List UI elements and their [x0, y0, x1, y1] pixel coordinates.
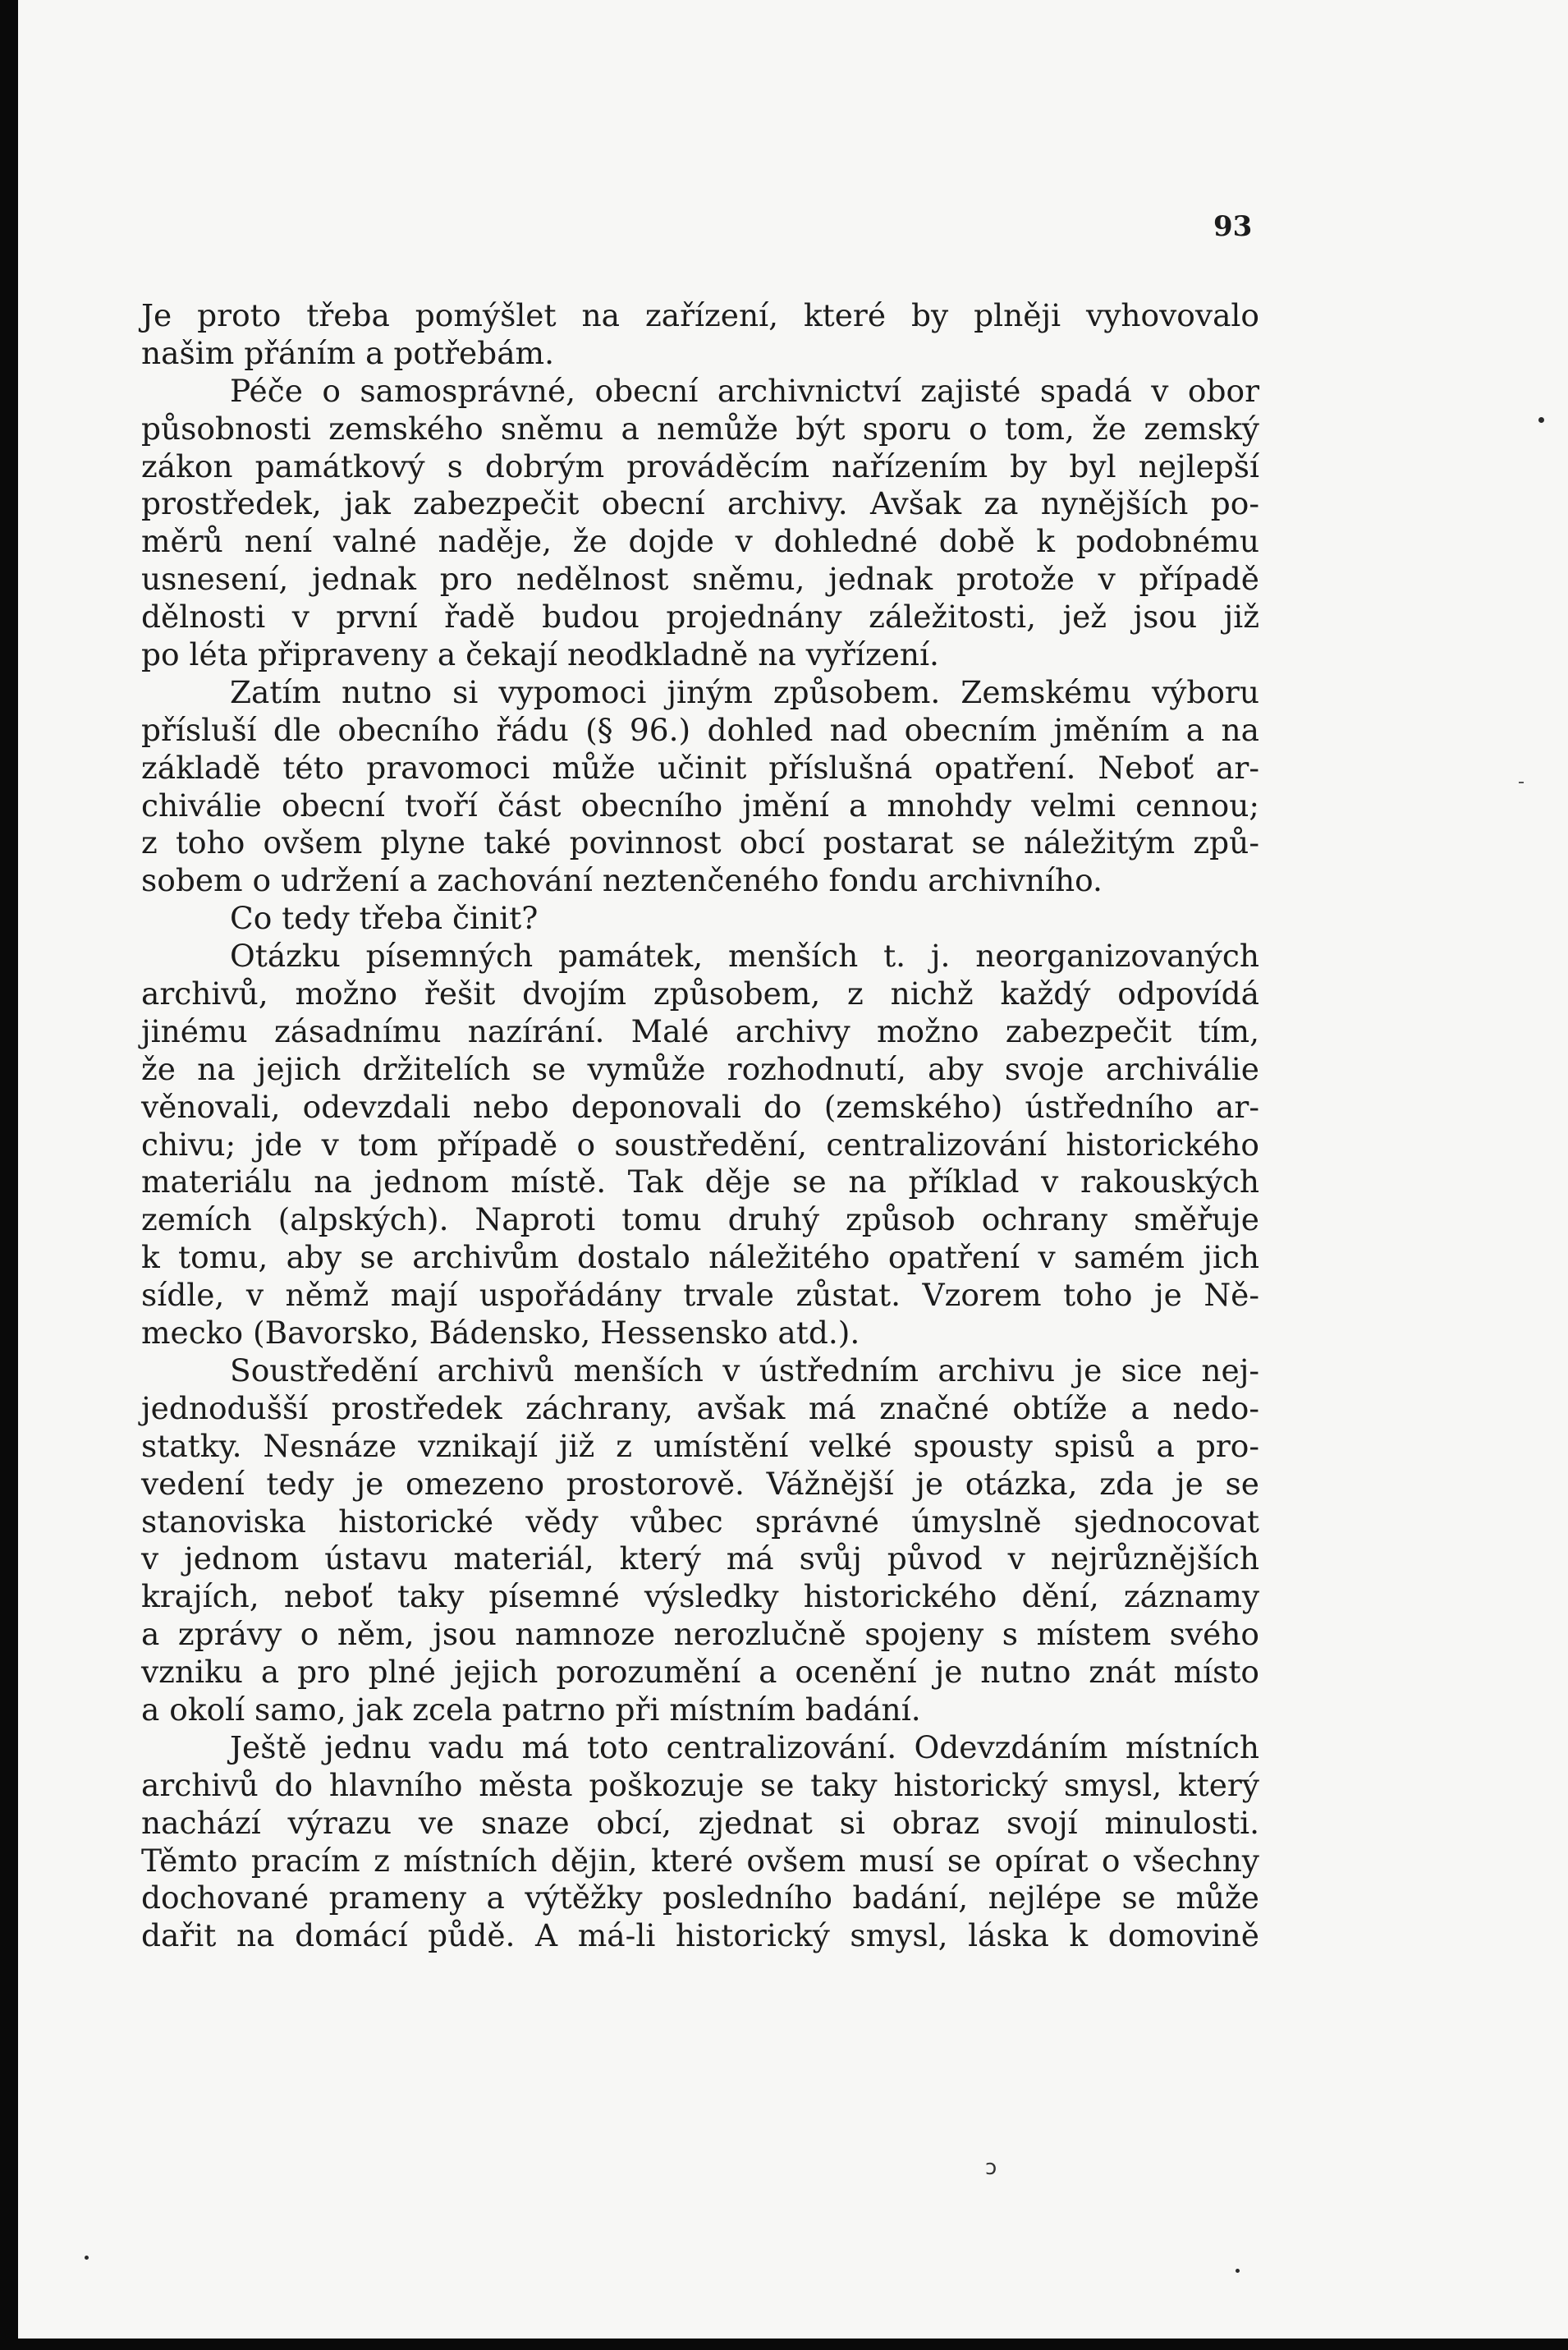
text-line: krajích, neboť taky písemné výsledky historického dění, záznamy — [141, 1578, 1259, 1615]
text-line: Je proto třeba pomýšlet na zařízení, které by plněji vyhovovalo — [141, 297, 1259, 333]
text-line: dařit na domácí půdě. A má-li historický smysl, láska k domovině — [141, 1917, 1259, 1954]
text-line: archivů do hlavního města poškozuje se taky historický smysl, který — [141, 1766, 1259, 1803]
text-line: přísluší dle obecního řádu (§ 96.) dohled nad obecním jměním a na — [141, 711, 1259, 748]
text-line: chiválie obecní tvoří část obecního jmění a mnohdy velmi cennou; — [141, 787, 1259, 824]
text-line: archivů, možno řešit dvojím způsobem, z nichž každý odpovídá — [141, 975, 1259, 1012]
scan-speck — [1519, 782, 1524, 783]
page-number: 93 — [1213, 210, 1253, 243]
text-line: dochované prameny a výtěžky posledního badání, nejlépe se může — [141, 1880, 1259, 1916]
text-line: jednodušší prostředek záchrany, avšak má značné obtíže a nedo- — [141, 1389, 1259, 1426]
text-line: Ještě jednu vadu má toto centralizování. Odevzdáním místních — [230, 1728, 1259, 1765]
text-line: jinému zásadnímu nazírání. Malé archivy možno zabezpečit tím, — [141, 1012, 1259, 1049]
text-line: materiálu na jednom místě. Tak děje se na příklad v rakouských — [141, 1164, 1259, 1200]
scan-speck — [85, 2256, 89, 2260]
text-line: zákon památkový s dobrým prováděcím nařízením by byl nejlepší — [141, 448, 1259, 484]
text-line: věnovali, odevzdali nebo deponovali do (zemského) ústředního ar- — [141, 1088, 1259, 1125]
text-line: Zatím nutno si vypomoci jiným způsobem. Zemskému výboru — [230, 673, 1259, 710]
scan-left-edge — [0, 0, 18, 2350]
text-line: z toho ovšem plyne také povinnost obcí postarat se náležitým způ- — [141, 824, 1259, 861]
text-line: Péče o samosprávné, obecní archivnictví zajisté spadá v obor — [230, 372, 1259, 409]
text-line: prostředek, jak zabezpečit obecní archivy. Avšak za nynějších po- — [141, 485, 1259, 522]
text-line: Otázku písemných památek, menších t. j. neorganizovaných — [230, 938, 1259, 975]
text-line: zemích (alpských). Naproti tomu druhý způsob ochrany směřuje — [141, 1201, 1259, 1238]
text-line: v jednom ústavu materiál, který má svůj původ v nejrůznějších — [141, 1540, 1259, 1577]
text-line: usnesení, jednak pro nedělnost sněmu, jednak protože v případě — [141, 561, 1259, 598]
text-line: a zprávy o něm, jsou namnoze nerozlučně spojeny s místem svého — [141, 1616, 1259, 1653]
text-line: Co tedy třeba činit? — [230, 900, 539, 937]
text-line: statky. Nesnáze vznikají již z umístění velké spousty spisů a pro- — [141, 1427, 1259, 1464]
text-line: Těmto pracím z místních dějin, které ovšem musí se opírat o všechny — [141, 1842, 1259, 1879]
text-line: k tomu, aby se archivům dostalo náležitého opatření v samém jich — [141, 1239, 1259, 1276]
text-line: vzniku a pro plné jejich porozumění a ocenění je nutno znát místo — [141, 1654, 1259, 1691]
scan-speck — [1236, 2269, 1240, 2273]
text-line: základě této pravomoci může učinit příslušná opatření. Neboť ar- — [141, 749, 1259, 786]
text-line: chivu; jde v tom případě o soustředění, centralizování historického — [141, 1126, 1259, 1163]
text-line: našim přáním a potřebám. — [141, 334, 555, 371]
text-line: po léta připraveny a čekají neodkladně na vyřízení. — [141, 636, 939, 673]
text-line: sobem o udržení a zachování neztenčeného fondu archivního. — [141, 862, 1103, 899]
text-line: nachází výrazu ve snaze obcí, zjednat si obraz svojí minulosti. — [141, 1804, 1259, 1841]
text-line: sídle, v němž mají uspořádány trvale zůstat. Vzorem toho je Ně- — [141, 1277, 1259, 1314]
scan-mark: ɔ — [985, 2155, 997, 2180]
text-line: Soustředění archivů menších v ústředním archivu je sice nej- — [230, 1352, 1259, 1388]
text-line: měrů není valné naděje, že dojde v dohledné době k podobnému — [141, 523, 1259, 560]
body-text — [141, 297, 1259, 1955]
text-line: působnosti zemského sněmu a nemůže být sporu o tom, že zemský — [141, 410, 1259, 447]
scan-bottom-edge — [0, 2339, 1568, 2350]
text-line: a okolí samo, jak zcela patrno při místním badání. — [141, 1691, 921, 1728]
scan-speck — [1538, 417, 1544, 423]
text-line: dělnosti v první řadě budou projednány záležitosti, jež jsou již — [141, 599, 1259, 636]
text-line: vedení tedy je omezeno prostorově. Vážnější je otázka, zda je se — [141, 1465, 1259, 1502]
text-line: že na jejich držitelích se vymůže rozhodnutí, aby svoje archiválie — [141, 1050, 1259, 1087]
text-line: mecko (Bavorsko, Bádensko, Hessensko atd.). — [141, 1315, 860, 1352]
text-line: stanoviska historické vědy vůbec správné úmyslně sjednocovat — [141, 1503, 1259, 1540]
